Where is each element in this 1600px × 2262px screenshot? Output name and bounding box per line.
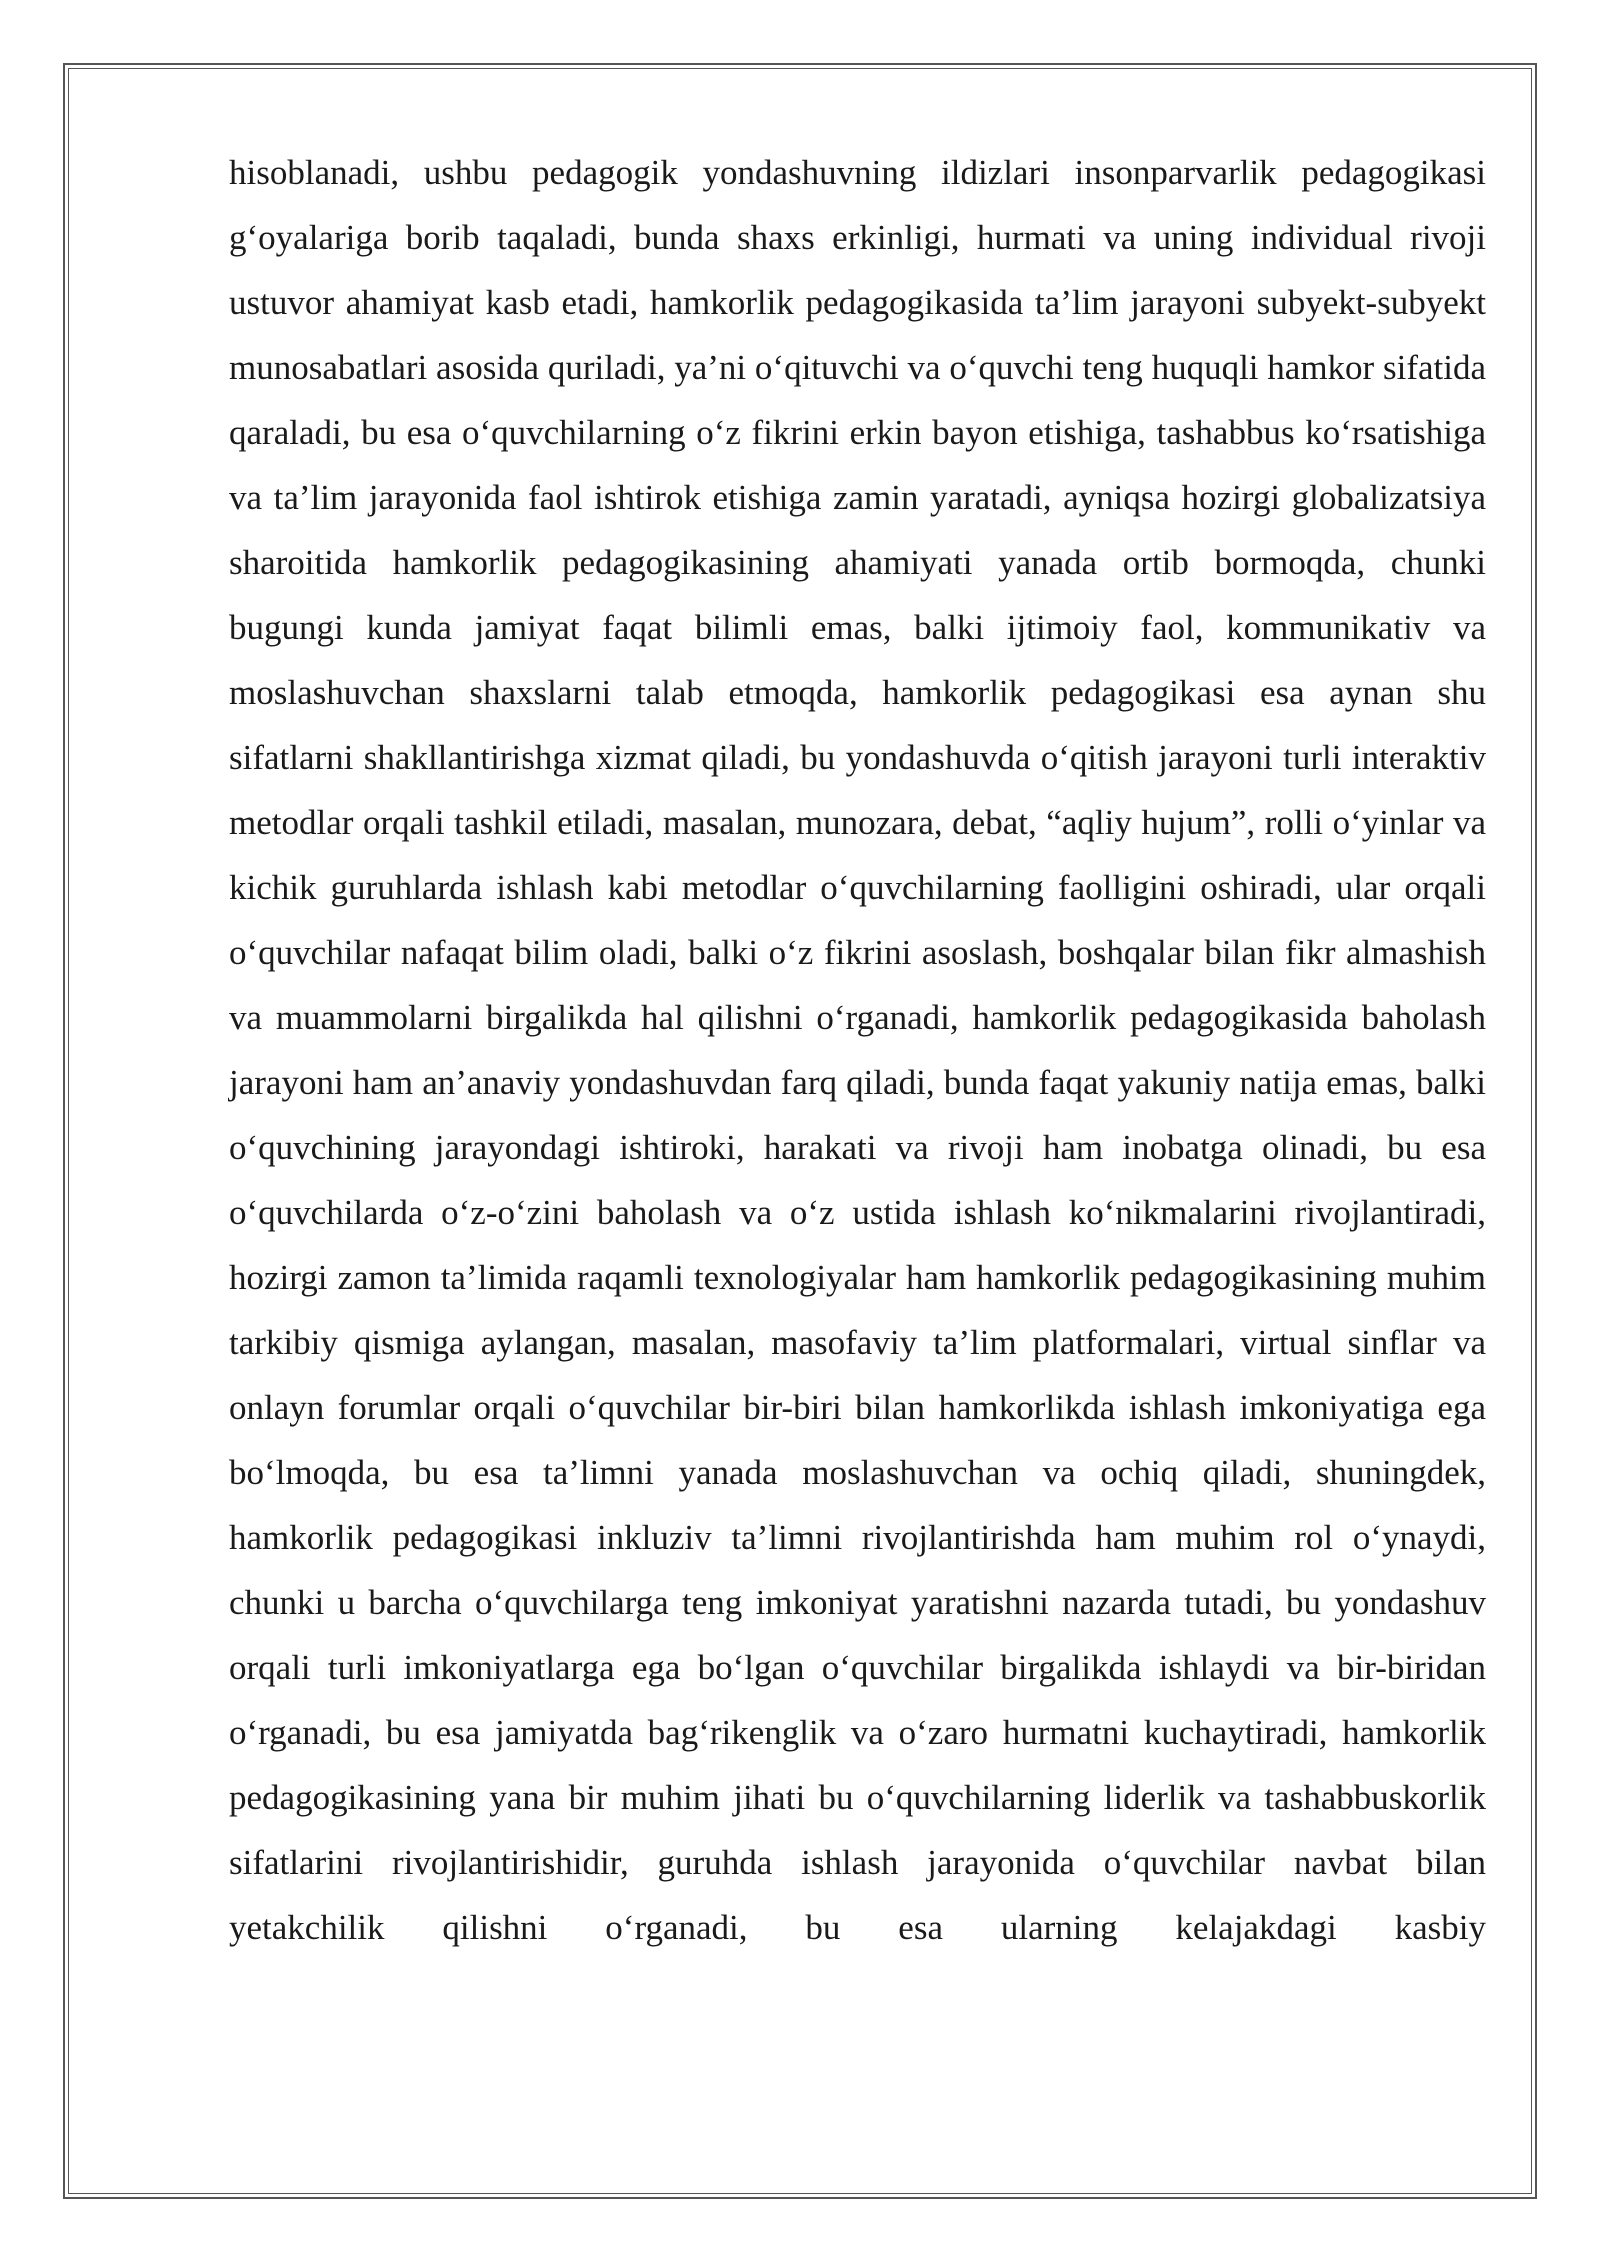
body-paragraph: hisoblanadi, ushbu pedagogik yondashuvning ildizlari insonparvarlik pedagogikasi g‘oyalariga borib taqaladi, bunda shaxs erkinligi, hurmati va uning individual rivoji ustuvor ahamiyat kasb etadi, hamkorlik pedagogikasida ta’lim jarayoni subyekt-subyekt munosabatlari asosida quriladi, ya’ni o‘qituvchi va o‘quvchi teng huquqli hamkor sifatida qaraladi, bu esa o‘quvchilarning o‘z fikrini erkin bayon etishiga, tashabbus ko‘rsatishiga va ta’lim jarayonida faol ishtirok etishiga zamin yaratadi, ayniqsa hozirgi globalizatsiya sharoitida hamkorlik pedagogikasining ahamiyati yanada ortib bormoqda, chunki bugungi kunda jamiyat faqat bilimli emas, balki ijtimoiy faol, kommunikativ va moslashuvchan shaxslarni talab etmoqda, hamkorlik pedagogikasi esa aynan shu sifatlarni shakllantirishga xizmat qiladi, bu yondashuvda o‘qitish jarayoni turli interaktiv metodlar orqali tashkil etiladi, masalan, munozara, debat, “aqliy hujum”, rolli o‘yinlar va kichik guruhlarda ishlash kabi metodlar o‘quvchilarning faolligini oshiradi, ular orqali o‘quvchilar nafaqat bilim oladi, balki o‘z fikrini asoslash, boshqalar bilan fikr almashish va muammolarni birgalikda hal qilishni o‘rganadi, hamkorlik pedagogikasida baholash jarayoni ham an’anaviy yondashuvdan farq qiladi, bunda faqat yakuniy natija emas, balki o‘quvchining jarayondagi ishtiroki, harakati va rivoji ham inobatga olinadi, bu esa o‘quvchilarda o‘z-o‘zini baholash va o‘z ustida ishlash ko‘nikmalarini rivojlantiradi, hozirgi zamon ta’limida raqamli texnologiyalar ham hamkorlik pedagogikasining muhim tarkibiy qismiga aylangan, masalan, masofaviy ta’lim platformalari, virtual sinflar va onlayn forumlar orqali o‘quvchilar bir-biri bilan hamkorlikda ishlash imkoniyatiga ega bo‘lmoqda, bu esa ta’limni yanada moslashuvchan va ochiq qiladi, shuningdek, hamkorlik pedagogikasi inkluziv ta’limni rivojlantirishda ham muhim rol o‘ynaydi, chunki u barcha o‘quvchilarga teng imkoniyat yaratishni nazarda tutadi, bu yondashuv orqali turli imkoniyatlarga ega bo‘lgan o‘quvchilar birgalikda ishlaydi va bir-biridan o‘rganadi, bu esa jamiyatda bag‘rikenglik va o‘zaro hurmatni kuchaytiradi, hamkorlik pedagogikasining yana bir muhim jihati bu o‘quvchilarning liderlik va tashabbuskorlik sifatlarini rivojlantirishidir, guruhda ishlash jarayonida o‘quvchilar navbat bilan yetakchilik qilishni o‘rganadi, bu esa ularning kelajakdagi kasbiy xyxy=(229,153,1486,1947)
